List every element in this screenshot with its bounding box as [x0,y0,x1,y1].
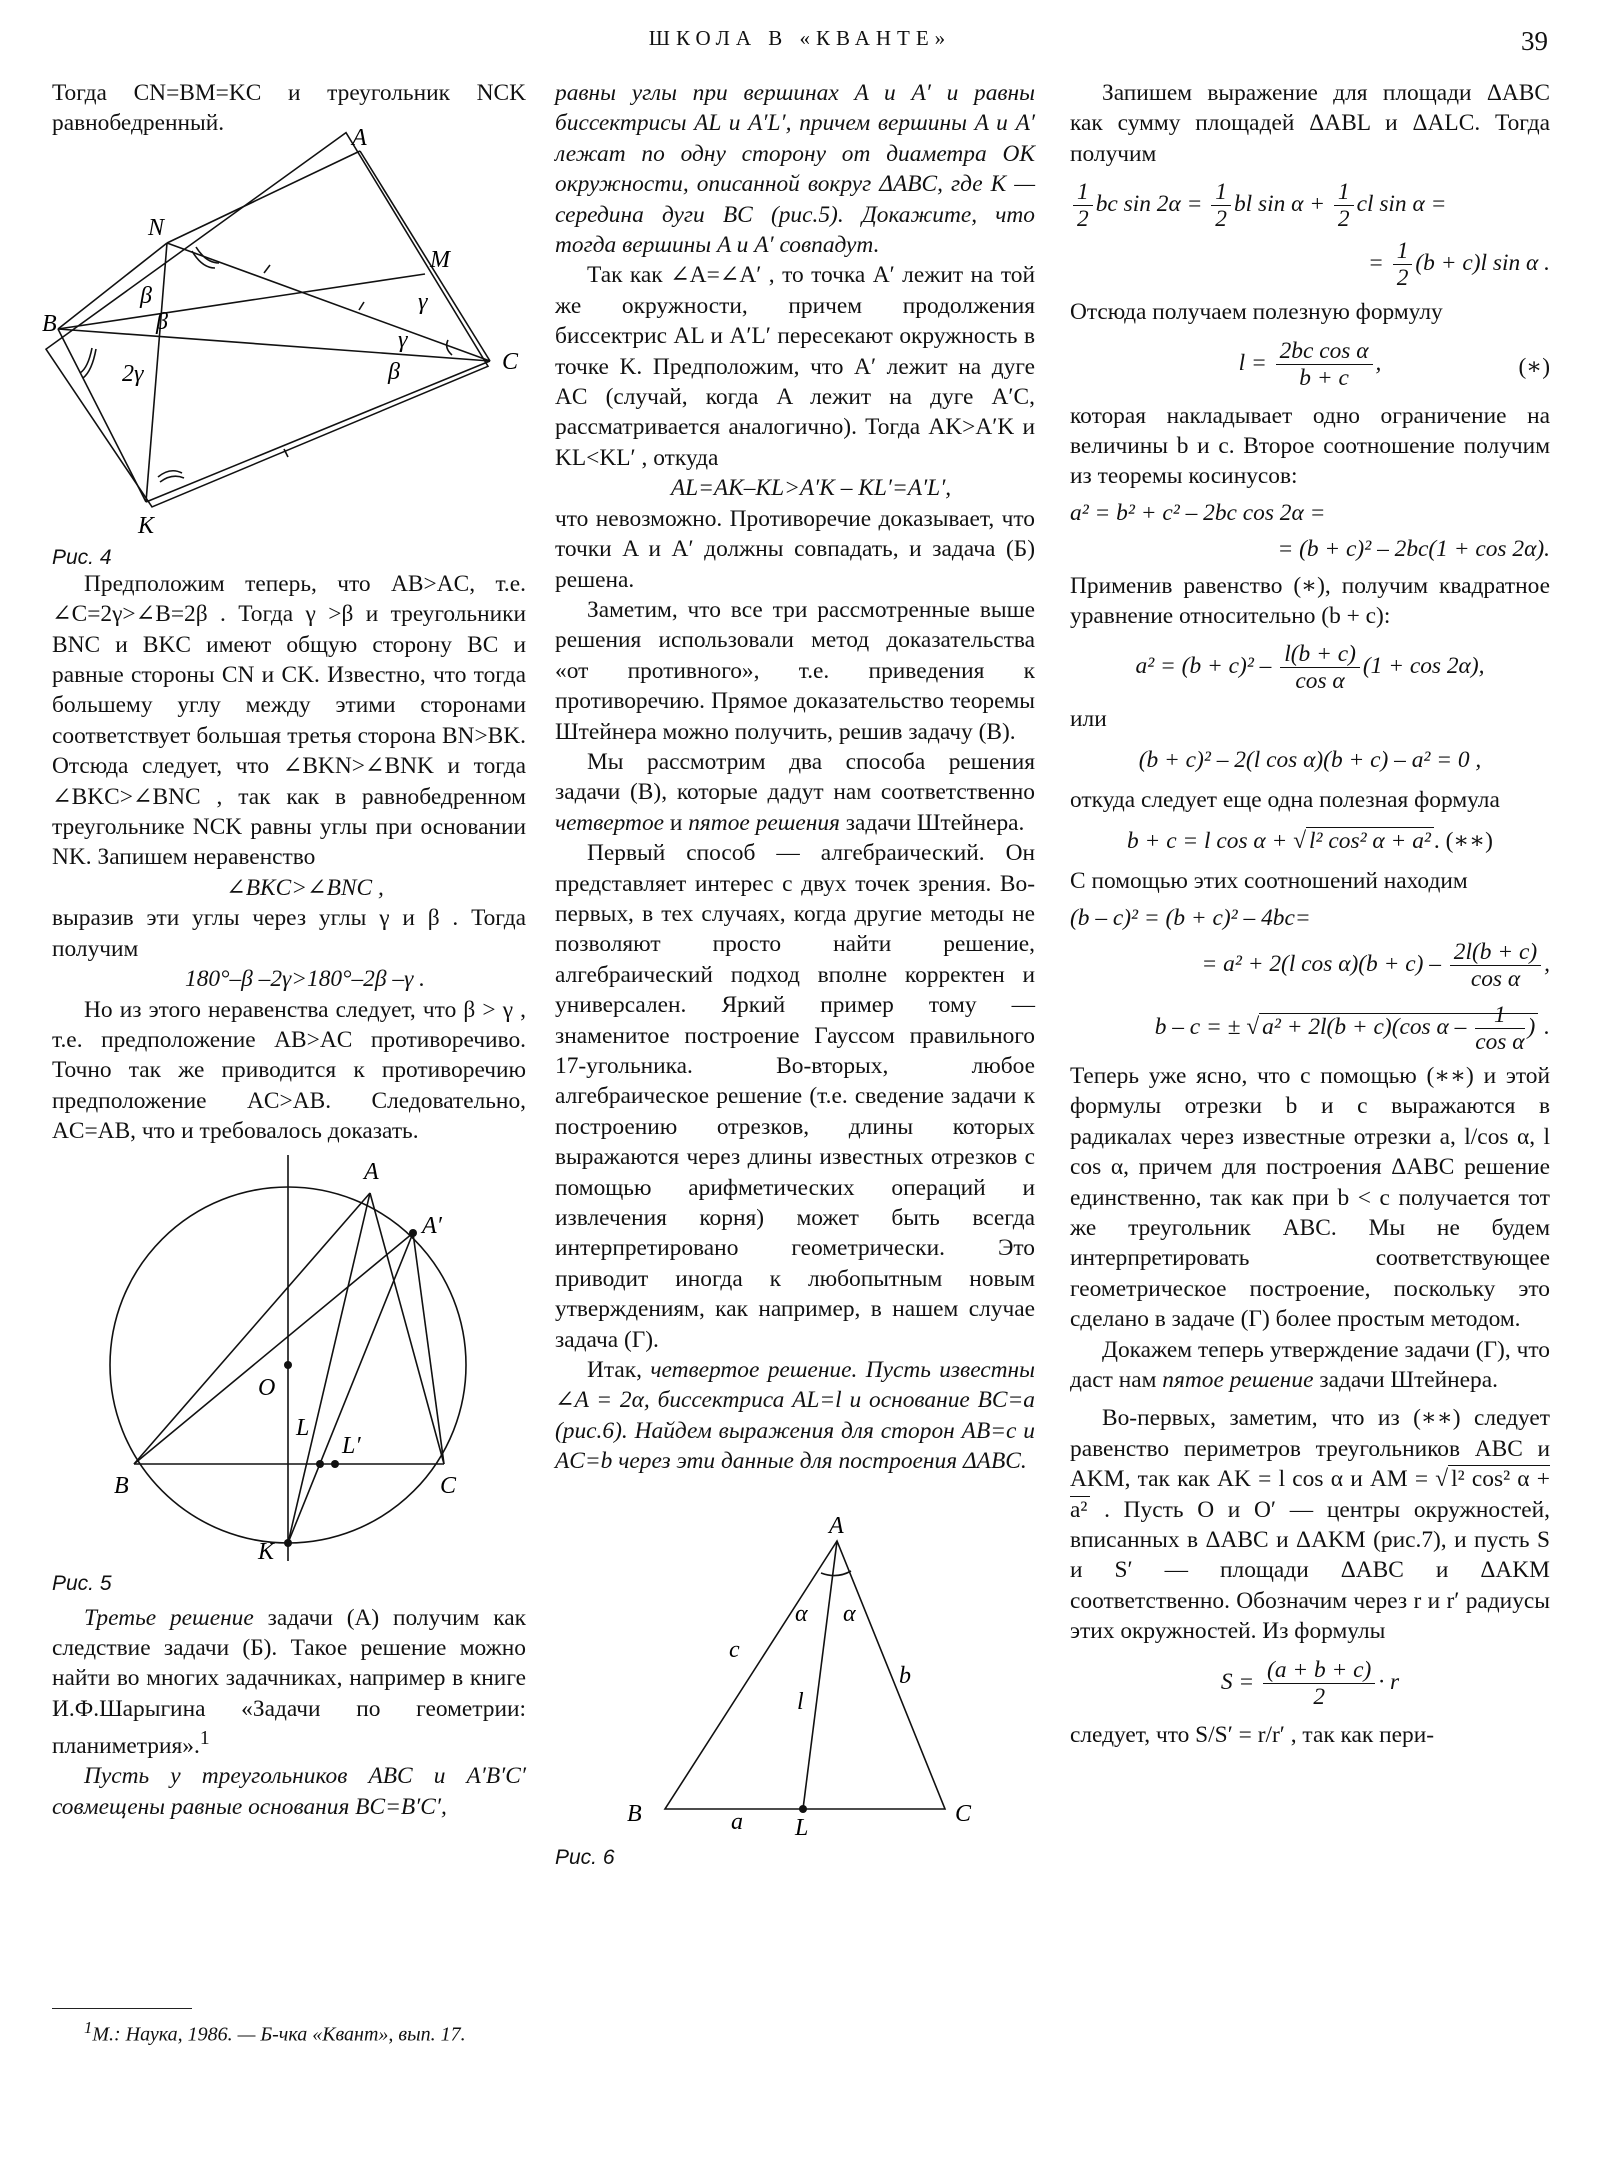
italic-run: Третье решение [84,1604,254,1631]
denominator: 2 [1337,206,1350,233]
paragraph [555,1355,1035,1477]
formula-part: · r [1378,1668,1400,1695]
formula: (b – c)² = (b + c)² – 4bc= [1070,904,1311,931]
paragraph: следует, что S/S′ = r/r′ , так как пери- [1070,1721,1435,1748]
fig6-label-c: c [729,1636,740,1663]
paragraph: Так как ∠A=∠A′ , то точка A′ лежит на той же окружности, причем продолжения биссектрис AL и A′L′ пересекают окружность в точке K. Предположим, что A′ лежит на дуге AC (случай, когда A лежит на дуге A′C, рассматривается аналогично). Тогда AK>A′K и KL<KL′ , откуда [555,262,1035,471]
formula-part: (1 + cos 2α), [1362,653,1485,680]
footnote-text: М.: Наука, 1986. — Б-чка «Квант», вып. 17. [92,2023,466,2046]
fig4-label-A: A [352,124,367,151]
fig6-label-l: l [797,1688,804,1715]
formula-part: cl sin α = [1356,191,1447,218]
paragraph: равны углы при вершинах A и A′ и равны биссектрисы AL и A′L′, причем вершины A и A′ лежат по одну сторону от диаметра OK окружности, описанной вокруг ΔABC, где K — середина дуги BC (рис.5). Докажите, что тогда вершины A и A′ совпадут. [555,80,1035,259]
paragraph [1070,1335,1550,1396]
formula-part: bl sin α + [1233,191,1331,218]
numerator: 1 [1334,179,1354,206]
paragraph: Отсюда получаем полезную формулу [1070,299,1443,326]
fig6-label-alpha: α [795,1600,808,1627]
formula-part: S = [1220,1668,1261,1695]
fig6-label-alpha: α [843,1600,856,1627]
fig4-label-beta: β [140,282,152,309]
radicand: l² cos² α + a² [1070,1466,1550,1523]
formula-part: bc sin 2α = [1095,191,1209,218]
paragraph: Теперь уже ясно, что с помощью (∗∗) и этой формулы отрезки b и c выражаются в радикалах через известные отрезки a, l/cos α, l cos α, причем для построения ΔABC решение единственно, так как при b < c получается тот же треугольник ABC. Мы не будем интерпретировать соответствующее геометрическое построение, поскольку это сделано в задаче (Г) более простым методом. [1070,1062,1550,1333]
page-number: 39 [1521,26,1548,56]
italic-run: четвертое [555,809,665,836]
column-1 [42,78,526,2046]
paragraph: Пусть у треугольников ABC и A′B′C′ совмещены равные основания BC=B′C′, [52,1763,526,1820]
formula: (b + c)² – 2(l cos α)(b + c) – a² = 0 , [1138,746,1482,773]
fig4-label-M: M [430,246,450,273]
formula: = (b + c)² – 2bc(1 + cos 2α). [1277,536,1550,563]
footnote [52,2015,526,2048]
fig5-label-O: O [258,1374,276,1401]
journal-section-title: ШКОЛА В «КВАНТЕ» [648,26,952,50]
denominator: cos α [1470,965,1521,992]
formula-part: , [1544,950,1550,977]
fig5-label-L: L [296,1414,310,1441]
fig5-label-A: A [364,1158,379,1185]
text-run: . Пусть O и O′ — центры окружностей, вписанных в ΔABC и ΔAKM (рис.7), и пусть S и S′ — площади ΔABC и ΔAKM соответственно. Обозначим через r и r′ радиусы этих окружностей. Из формулы [1070,1496,1550,1645]
text-run: Во-первых, заметим, что из (∗∗) следует равенство периметров треугольников ABC и AKM, так как AK = l cos α и AM = [1070,1405,1550,1493]
formula-sum: b + c = l cos α + √ l² cos² α + a² . (∗∗) [1127,827,1493,854]
fraction [1211,179,1231,232]
formula-part: (b + c)l sin α . [1415,250,1550,277]
fig5-label-B: B [114,1472,129,1499]
fig5-label-L-prime: L′ [342,1432,361,1459]
fraction [1280,641,1360,694]
denominator: cos α [1295,668,1345,695]
figure-4-lines [58,133,490,502]
footnote-mark: 1 [84,2018,93,2037]
fraction [1263,1657,1375,1710]
paragraph: Но из этого неравенства следует, что β > γ , т.е. предположение AB>AC противоречиво. Точно так же приводится к противоречию предположение AC>AB. Следовательно, AC=AB, что и требовалось доказать. [52,996,526,1145]
formula-part: ) [1527,1013,1536,1040]
equation-tag: (∗) [1518,353,1550,380]
footnote-block [52,2008,526,2048]
paragraph [555,747,1035,838]
numerator: 2l(b + c) [1450,939,1541,966]
formula-part: b + c = l cos α + [1127,827,1294,854]
formula-area [1070,179,1550,232]
numerator: 2bc cos α [1276,338,1373,365]
fig6-label-C: C [955,1800,972,1827]
numerator: 1 [1211,179,1231,206]
paragraph: или [1070,706,1107,733]
fraction [1393,238,1413,291]
text-run: Итак, [587,1357,651,1384]
equation-tag: . (∗∗) [1433,827,1493,854]
fraction [1475,1002,1524,1055]
formula-area-incircle [1070,1657,1550,1710]
running-header [0,26,1600,66]
denominator: cos α [1475,1028,1525,1055]
fig4-label-C: C [502,348,519,375]
column-2 [555,78,1035,1870]
fig5-label-K: K [258,1538,275,1565]
formula-part: = a² + 2(l cos α)(b + c) – [1201,950,1447,977]
formula-quadratic [1070,641,1550,694]
fig4-label-beta: β [388,358,400,385]
fig4-label-gamma: γ [398,326,408,353]
fraction [1334,179,1354,232]
paragraph: С помощью этих соотношений находим [1070,868,1468,895]
fraction [1073,179,1093,232]
numerator: (a + b + c) [1263,1657,1375,1684]
formula: AL=AK–KL>A′K – KL′=A′L′, [670,475,952,502]
paragraph: Первый способ — алгебраический. Он представляет интерес с двух точек зрения. Во-первых, в тех случаях, когда другие методы не позволяют просто найти решение, алгебраический подход вполне корректен и универсален. Яркий пример тому — знаменитое построение Гауссом правильного 17-угольника. Во-вторых, любое алгебраическое решение (т.е. сведение задачи к построению отрезков, длины которых выражаются через длины известных отрезков с помощью арифметических операций и извлечения корня) может быть всегда интерпретировано геометрически. Это приводит иногда к любопытным новым утверждениям, как например, в нашем случае задача (Г). [555,840,1035,1353]
formula-part: a² = (b + c)² – [1135,653,1278,680]
fig6-label-b: b [899,1662,911,1689]
text-run: и [664,809,689,836]
fig5-label-C: C [440,1472,457,1499]
paragraph: откуда следует еще одна полезная формула [1070,787,1500,814]
figure-5-drawing [52,1155,526,1565]
paragraph: Запишем выражение для площади ΔABC как сумму площадей ΔABL и ΔALC. Тогда получим [1070,80,1550,167]
formula-part: a² + 2l(b + c)(cos α – [1262,1013,1473,1040]
paragraph: Тогда CN=BM=KC и треугольник NCK равнобедренный. [52,80,526,137]
paragraph: которая накладывает одно ограничение на величины b и c. Второе соотношение получим из теоремы косинусов: [1070,402,1550,490]
numerator: 1 [1475,1002,1524,1029]
fig4-label-beta: β [156,308,168,335]
figure-4-caption: Рис. 4 [52,546,112,570]
formula: ∠BKC>∠BNC , [226,874,384,901]
text-run: задачи Штейнера. [1313,1366,1498,1393]
formula-difference: b – c = ± √ a² + 2l(b + c)(cos α – $\frac{1}{\text{cos α}}$ ) . [1154,1001,1550,1055]
formula-area-continued [1070,238,1550,291]
text-run: Докажем теперь утверждение задачи (Г), что даст нам [1070,1336,1550,1393]
fig4-label-N: N [148,214,165,241]
paragraph: выразив эти углы через углы γ и β . Тогда получим [52,905,526,962]
column-3 [1070,78,1550,1750]
paragraph: что невозможно. Противоречие доказывает, что точки A и A′ должны совпадать, и задача (Б) решена. [555,505,1035,593]
numerator: 1 [1073,179,1093,206]
formula: 180°–β –2γ>180°–2β –γ . [185,966,425,993]
formula-part: b – c = ± [1154,1013,1247,1040]
formula-part: = [1368,250,1390,277]
fig4-label-2gamma: 2γ [122,360,144,387]
text-run: задачи (А) получим как следствие задачи (Б). Такое решение можно найти во многих задачниках, например в книге И.Ф.Шарыгина «Задачи по геометрии: планиметрия». [52,1604,526,1759]
formula-part: . [1538,1013,1550,1040]
text-run: задачи Штейнера. [839,809,1025,836]
paragraph: Во-первых, заметим, что из (∗∗) следует равенство периметров треугольников ABC и AKM, так как AK = l cos α и AM = √ l² cos² α + a² . Пусть O и O′ — центры окружностей, вписанных в ΔABC и ΔAKM (рис.7), и пусть S и S′ — площади ΔABC и ΔAKM соответственно. Обозначим через r и r′ радиусы этих окружностей. Из формулы [1070,1405,1550,1645]
footnote-ref: 1 [199,1728,210,1750]
text-run: Мы рассмотрим два способа решения задачи (В), которые дадут нам соответственно [555,748,1035,806]
footnote-rule [52,2008,192,2009]
fig6-label-B: B [627,1800,642,1827]
figure-6-drawing [555,1512,1035,1841]
italic-run: четвертое решение. Пусть известны ∠A = 2α, биссектриса AL=l и основание BC=a (рис.6). Найдем выражения для сторон AB=c и AC=b через эти данные для построения ΔABC. [555,1357,1035,1475]
formula: a² = b² + c² – 2bc cos 2α = [1070,499,1326,526]
denominator: 2 [1215,206,1227,233]
figure-6-caption: Рис. 6 [555,1846,615,1870]
radicand: l² cos² α + a² [1306,827,1434,854]
paragraph: Заметим, что все три рассмотренные выше решения использовали метод доказательства «от противного», т.е. приведения к противоречию. Прямое доказательство теоремы Штейнера можно получить, решив задачу (В). [555,596,1035,745]
fraction [1276,338,1373,391]
formula-continued [1070,939,1550,992]
denominator: b + c [1299,364,1349,391]
formula-bisector: l = $\frac{\text{2bc cos α}}{b + c}$ , (∗) [1238,337,1550,391]
denominator: 2 [1077,206,1089,233]
fig4-label-B: B [42,310,57,337]
denominator: 2 [1313,1683,1326,1710]
numerator: l(b + c) [1280,641,1360,668]
italic-run: пятое решения [688,809,840,836]
figure-5-caption: Рис. 5 [52,1571,112,1595]
figure-4 [42,124,526,570]
fig4-label-gamma: γ [418,288,428,315]
fraction [1450,939,1541,992]
figure-5 [52,1155,526,1595]
formula-part: l = [1238,349,1273,376]
numerator: 1 [1393,238,1413,265]
paragraph: Предположим теперь, что AB>AC, т.е. ∠C=2γ>∠B=2β . Тогда γ >β и треугольники BNC и BKC имеют общую сторону BC и равные стороны CN и CK. Известно, что тогда большему углу между этими сторонами соответствует большая третья сторона BN>BK. Отсюда следует, что ∠BKN>∠BNK и тогда ∠BKC>∠BNC , так как в равнобедренном треугольнике NCK равны углы при основании NK. Запишем неравенство [52,570,526,871]
paragraph [52,1603,526,1762]
fig6-label-a: a [731,1808,743,1835]
fig5-label-A-prime: A′ [422,1212,442,1239]
fig4-label-K: K [138,512,155,539]
italic-run: пятое решение [1162,1366,1314,1393]
fig6-label-L: L [795,1814,809,1841]
denominator: 2 [1396,265,1409,292]
fig6-label-A: A [829,1512,844,1539]
figure-6 [555,1512,1035,1870]
paragraph: Применив равенство (∗), получим квадратное уравнение относительно (b + c): [1070,572,1550,630]
figure-4-drawing [42,124,526,539]
